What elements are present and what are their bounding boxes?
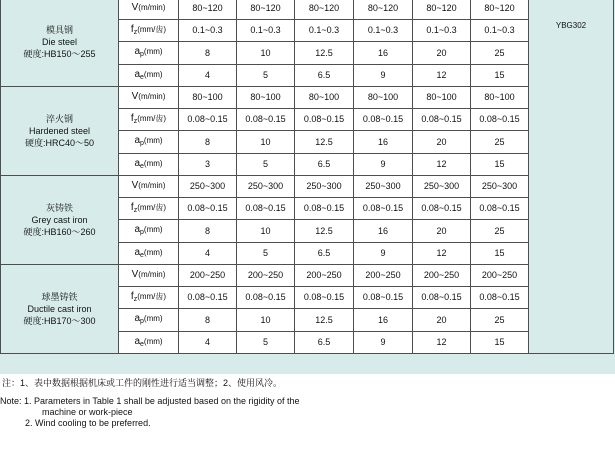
parameter-unit: (mm) — [143, 136, 163, 145]
note-english-line-1: Note: 1. Parameters in Table 1 shall be adjusted based on the rigidity of the — [0, 396, 300, 406]
parameter-subscript: p — [140, 51, 144, 58]
material-name-zh: 球墨铸铁 — [41, 292, 78, 302]
parameter-unit: (m/min) — [138, 180, 166, 190]
value-cell: 6.5 — [295, 65, 354, 87]
value-cell: 0.08~0.15 — [471, 109, 529, 131]
parameter-symbol: V — [131, 179, 139, 191]
parameter-symbol: V — [131, 1, 139, 13]
value-cell: 80~120 — [471, 0, 529, 20]
parameter-unit: (m/min) — [138, 91, 166, 101]
value-cell: 10 — [237, 131, 295, 154]
value-cell: 9 — [354, 65, 413, 87]
value-cell: 0.1~0.3 — [471, 20, 529, 42]
note-chinese: 注：1、表中数据根据机床或工件的刚性进行适当调整；2、使用风冷。 — [2, 378, 283, 388]
value-cell: 6.5 — [295, 154, 354, 176]
value-cell: 12.5 — [295, 42, 354, 65]
value-cell: 0.08~0.15 — [354, 109, 413, 131]
value-cell: 250~300 — [295, 176, 354, 198]
parameter-symbol: a — [134, 313, 140, 324]
table-row — [1, 265, 614, 287]
value-cell: 80~100 — [413, 87, 471, 109]
parameter-symbol: f — [130, 290, 134, 302]
parameter-unit: (mm) — [143, 247, 163, 257]
value-cell: 0.1~0.3 — [237, 20, 295, 42]
value-cell: 9 — [354, 243, 413, 265]
value-cell: 4 — [179, 332, 237, 354]
value-cell: 80~100 — [295, 87, 354, 109]
value-cell: 250~300 — [354, 176, 413, 198]
value-cell: 80~120 — [354, 0, 413, 20]
table-body — [1, 0, 614, 354]
value-cell: 15 — [471, 65, 529, 87]
value-cell: 80~120 — [413, 0, 471, 20]
value-cell: 6.5 — [295, 243, 354, 265]
material-name-en: Die steel — [41, 37, 77, 47]
value-cell: 25 — [471, 309, 529, 332]
parameter-subscript: z — [133, 295, 138, 303]
value-cell: 10 — [237, 42, 295, 65]
parameter-label — [119, 176, 179, 198]
material-hardness: 硬度:HB170～300 — [23, 316, 96, 326]
value-cell: 0.08~0.15 — [179, 287, 237, 309]
value-cell: 10 — [237, 220, 295, 243]
value-cell: 5 — [237, 243, 295, 265]
material-name-en: Ductile cast iron — [27, 304, 92, 314]
material-name-en: Grey cast iron — [31, 215, 88, 225]
value-cell: 0.08~0.15 — [413, 198, 471, 220]
parameter-symbol: a — [134, 157, 140, 169]
value-cell: 6.5 — [295, 332, 354, 354]
table-row — [1, 176, 614, 198]
parameter-unit: (mm) — [143, 225, 163, 234]
table-row — [1, 87, 614, 109]
value-cell: 12.5 — [295, 309, 354, 332]
value-cell: 80~100 — [471, 87, 529, 109]
material-name-zh: 淬火钢 — [45, 114, 73, 124]
parameter-label — [119, 0, 179, 20]
value-cell: 12 — [413, 65, 471, 87]
grade-cell: YBG302 — [529, 0, 614, 354]
parameter-unit: (mm/齿) — [137, 113, 167, 123]
value-cell: 0.1~0.3 — [413, 20, 471, 42]
parameter-subscript: e — [140, 73, 144, 81]
parameter-symbol: f — [130, 112, 134, 124]
parameter-symbol: a — [134, 224, 140, 235]
parameter-label — [119, 87, 179, 109]
material-hardness: 硬度:HRC40～50 — [24, 138, 95, 148]
value-cell: 0.08~0.15 — [295, 287, 354, 309]
parameter-label — [119, 20, 179, 42]
value-cell: 16 — [354, 309, 413, 332]
parameter-subscript: z — [133, 206, 138, 214]
value-cell: 12 — [413, 154, 471, 176]
parameter-unit: (mm) — [143, 47, 163, 56]
value-cell: 0.08~0.15 — [237, 109, 295, 131]
parameter-subscript: e — [140, 340, 144, 348]
parameter-unit: (mm) — [143, 314, 163, 323]
value-cell: 0.08~0.15 — [179, 198, 237, 220]
value-cell: 5 — [237, 332, 295, 354]
value-cell: 15 — [471, 243, 529, 265]
material-name-zh: 模具钢 — [45, 25, 73, 35]
parameter-symbol: f — [130, 201, 134, 213]
value-cell: 20 — [413, 131, 471, 154]
value-cell: 0.08~0.15 — [354, 287, 413, 309]
value-cell: 0.08~0.15 — [237, 198, 295, 220]
parameter-symbol: a — [134, 135, 140, 146]
value-cell: 200~250 — [295, 265, 354, 287]
value-cell: 5 — [237, 154, 295, 176]
value-cell: 8 — [179, 220, 237, 243]
material-cell — [1, 87, 119, 176]
parameter-label — [119, 154, 179, 176]
value-cell: 15 — [471, 154, 529, 176]
value-cell: 8 — [179, 42, 237, 65]
value-cell: 200~250 — [413, 265, 471, 287]
parameter-label — [119, 42, 179, 65]
value-cell: 9 — [354, 332, 413, 354]
parameter-subscript: p — [140, 229, 144, 236]
value-cell: 80~120 — [295, 0, 354, 20]
value-cell: 8 — [179, 131, 237, 154]
value-cell: 12 — [413, 332, 471, 354]
parameter-subscript: z — [133, 28, 138, 36]
parameter-symbol: a — [134, 246, 140, 258]
value-cell: 250~300 — [179, 176, 237, 198]
value-cell: 200~250 — [354, 265, 413, 287]
parameter-label — [119, 198, 179, 220]
parameter-unit: (mm/齿) — [137, 202, 167, 212]
value-cell: 0.08~0.15 — [295, 109, 354, 131]
value-cell: 200~250 — [179, 265, 237, 287]
value-cell: 80~100 — [354, 87, 413, 109]
parameter-label — [119, 287, 179, 309]
value-cell: 25 — [471, 131, 529, 154]
note-english-line-2: machine or work-piece — [42, 407, 133, 417]
value-cell: 20 — [413, 309, 471, 332]
value-cell: 16 — [354, 220, 413, 243]
note-english-line-3: 2. Wind cooling to be preferred. — [25, 418, 151, 428]
value-cell: 16 — [354, 42, 413, 65]
value-cell: 12.5 — [295, 131, 354, 154]
value-cell: 200~250 — [471, 265, 529, 287]
material-name-en: Hardened steel — [28, 126, 91, 136]
value-cell: 0.08~0.15 — [295, 198, 354, 220]
parameter-unit: (m/min) — [138, 269, 166, 279]
value-cell: 4 — [179, 65, 237, 87]
value-cell: 25 — [471, 220, 529, 243]
parameter-label — [119, 332, 179, 354]
value-cell: 80~100 — [179, 87, 237, 109]
parameter-subscript: p — [140, 140, 144, 147]
value-cell: 80~100 — [237, 87, 295, 109]
parameter-symbol: f — [130, 23, 134, 35]
parameter-label — [119, 109, 179, 131]
value-cell: 0.1~0.3 — [354, 20, 413, 42]
parameter-symbol: a — [134, 68, 140, 80]
value-cell: 80~120 — [237, 0, 295, 20]
value-cell: 20 — [413, 42, 471, 65]
value-cell: 0.08~0.15 — [237, 287, 295, 309]
parameter-unit: (mm) — [143, 69, 163, 79]
value-cell: 15 — [471, 332, 529, 354]
value-cell: 8 — [179, 309, 237, 332]
parameter-unit: (mm) — [143, 336, 163, 346]
parameter-unit: (mm) — [143, 158, 163, 168]
material-hardness: 硬度:HB160～260 — [23, 227, 96, 237]
parameter-label — [119, 65, 179, 87]
value-cell: 80~120 — [179, 0, 237, 20]
value-cell: 0.08~0.15 — [471, 287, 529, 309]
value-cell: 25 — [471, 42, 529, 65]
value-cell: 0.08~0.15 — [413, 287, 471, 309]
value-cell: 5 — [237, 65, 295, 87]
table-row — [1, 0, 614, 20]
value-cell: 250~300 — [471, 176, 529, 198]
parameter-symbol: a — [134, 46, 140, 57]
parameter-label — [119, 131, 179, 154]
material-cell — [1, 176, 119, 265]
value-cell: 3 — [179, 154, 237, 176]
parameter-unit: (mm/齿) — [137, 24, 167, 34]
parameter-symbol: V — [131, 268, 139, 280]
parameter-subscript: p — [140, 318, 144, 325]
parameter-label — [119, 265, 179, 287]
parameter-unit: (mm/齿) — [137, 291, 167, 301]
value-cell: 0.1~0.3 — [295, 20, 354, 42]
value-cell: 0.08~0.15 — [354, 198, 413, 220]
value-cell: 0.1~0.3 — [179, 20, 237, 42]
value-cell: 10 — [237, 309, 295, 332]
value-cell: 4 — [179, 243, 237, 265]
parameter-label — [119, 220, 179, 243]
value-cell: 0.08~0.15 — [413, 109, 471, 131]
parameter-symbol: a — [134, 335, 140, 347]
value-cell: 200~250 — [237, 265, 295, 287]
value-cell: 12 — [413, 243, 471, 265]
material-cell — [1, 0, 119, 87]
value-cell: 250~300 — [413, 176, 471, 198]
value-cell: 20 — [413, 220, 471, 243]
material-hardness: 硬度:HB150～255 — [23, 49, 96, 59]
value-cell: 0.08~0.15 — [179, 109, 237, 131]
parameter-label — [119, 309, 179, 332]
parameter-label — [119, 243, 179, 265]
parameter-subscript: e — [140, 251, 144, 259]
parameter-unit: (m/min) — [138, 2, 166, 12]
value-cell: 12.5 — [295, 220, 354, 243]
value-cell: 9 — [354, 154, 413, 176]
parameter-symbol: V — [131, 90, 139, 102]
notes-section — [0, 378, 612, 429]
material-cell — [1, 265, 119, 354]
value-cell: 0.08~0.15 — [471, 198, 529, 220]
parameter-subscript: z — [133, 117, 138, 125]
parameter-subscript: e — [140, 162, 144, 170]
value-cell: 16 — [354, 131, 413, 154]
material-name-zh: 灰铸铁 — [45, 203, 73, 213]
value-cell: 250~300 — [237, 176, 295, 198]
